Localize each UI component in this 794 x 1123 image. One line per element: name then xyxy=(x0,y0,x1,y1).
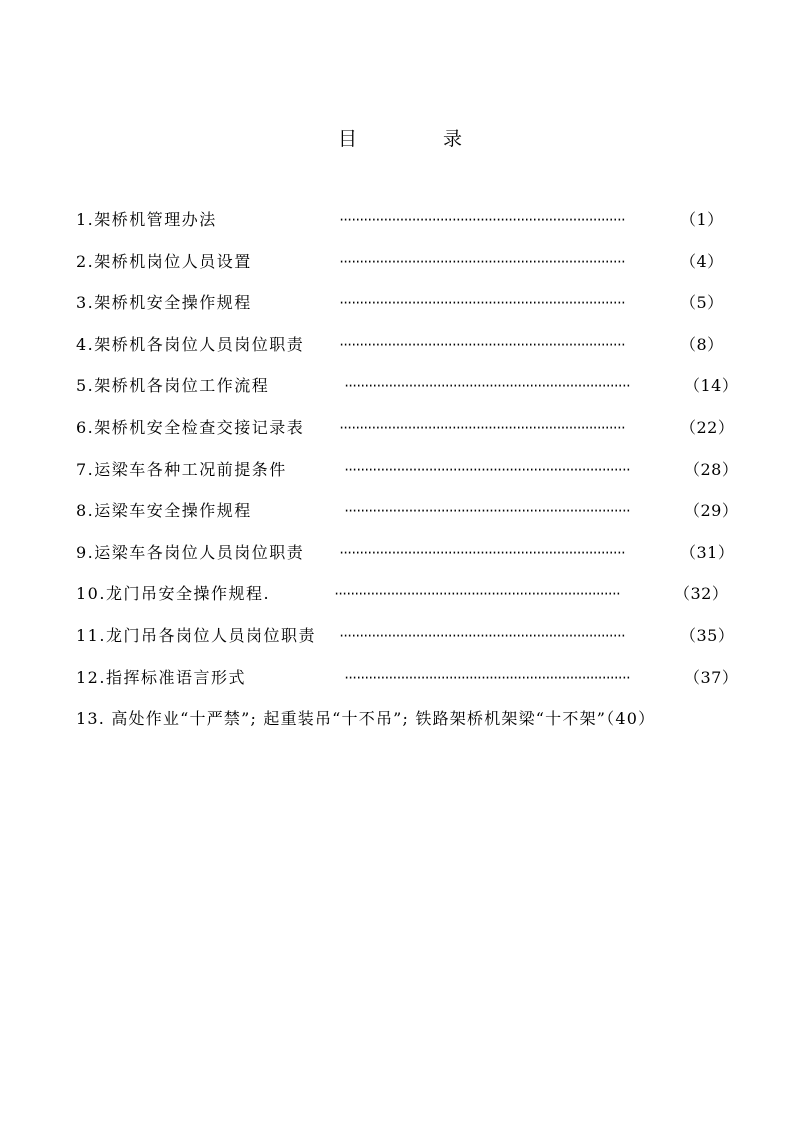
toc-item-label: 8.运梁车安全操作规程 xyxy=(76,501,252,520)
toc-item xyxy=(0,663,794,693)
toc-item xyxy=(0,330,794,360)
toc-item-leader: ······································································· xyxy=(338,296,624,310)
toc-item-leader: ······································································· xyxy=(343,671,629,685)
toc-item-page: （5） xyxy=(680,293,724,312)
toc-item xyxy=(0,371,794,401)
toc-item xyxy=(0,579,794,609)
toc-item-leader: ······································································· xyxy=(338,338,624,352)
toc-item-page: （22） xyxy=(680,418,735,437)
toc-item-label: 13. 高处作业“十严禁”; 起重装吊“十不吊”; 铁路架桥机架梁“十不架”（40） xyxy=(76,709,656,728)
toc-item-label: 11.龙门吊各岗位人员岗位职责 xyxy=(76,626,316,645)
toc-item xyxy=(0,621,794,651)
toc-item xyxy=(0,247,794,277)
toc-item-label: 10.龙门吊安全操作规程. xyxy=(76,584,271,603)
toc-item-label: 3.架桥机安全操作规程 xyxy=(76,293,252,312)
toc-item xyxy=(0,205,794,235)
toc-item-label: 6.架桥机安全检查交接记录表 xyxy=(76,418,305,437)
toc-title-char-1: 目 xyxy=(338,128,358,150)
toc-item-label: 7.运梁车各种工况前提条件 xyxy=(76,460,287,479)
toc-item-leader: ······································································· xyxy=(338,213,624,227)
toc-item xyxy=(0,496,794,526)
toc-item xyxy=(0,455,794,485)
toc-item-leader: ······································································· xyxy=(333,587,619,601)
toc-item xyxy=(0,413,794,443)
toc-item xyxy=(0,704,794,734)
toc-item-leader: ······································································· xyxy=(338,546,624,560)
toc-item-leader: ······································································· xyxy=(343,463,629,477)
toc-item-page: （28） xyxy=(684,460,739,479)
toc-item-leader: ······································································· xyxy=(338,629,624,643)
toc-item-label: 2.架桥机岗位人员设置 xyxy=(76,252,252,271)
toc-item xyxy=(0,288,794,318)
toc-item-label: 5.架桥机各岗位工作流程 xyxy=(76,376,270,395)
toc-item-label: 9.运梁车各岗位人员岗位职责 xyxy=(76,543,305,562)
toc-item-label: 12.指挥标准语言形式 xyxy=(76,668,246,687)
toc-item-page: （35） xyxy=(680,626,735,645)
toc-item-page: （29） xyxy=(684,501,739,520)
toc-item-leader: ······································································· xyxy=(338,255,624,269)
toc-item-leader: ······································································· xyxy=(338,421,624,435)
toc-item-leader: ······································································· xyxy=(343,379,629,393)
toc-item-page: （1） xyxy=(680,210,724,229)
toc-item-label: 1.架桥机管理办法 xyxy=(76,210,217,229)
toc-title xyxy=(0,124,794,154)
toc-item-page: （37） xyxy=(684,668,739,687)
toc-item-page: （4） xyxy=(680,252,724,271)
toc-item xyxy=(0,538,794,568)
toc-item-page: （31） xyxy=(680,543,735,562)
toc-item-page: （14） xyxy=(684,376,739,395)
toc-item-page: （32） xyxy=(674,584,729,603)
toc-item-leader: ······································································· xyxy=(343,504,629,518)
toc-title-char-2: 录 xyxy=(443,128,463,150)
toc-item-page: （8） xyxy=(680,335,724,354)
toc-item-label: 4.架桥机各岗位人员岗位职责 xyxy=(76,335,305,354)
